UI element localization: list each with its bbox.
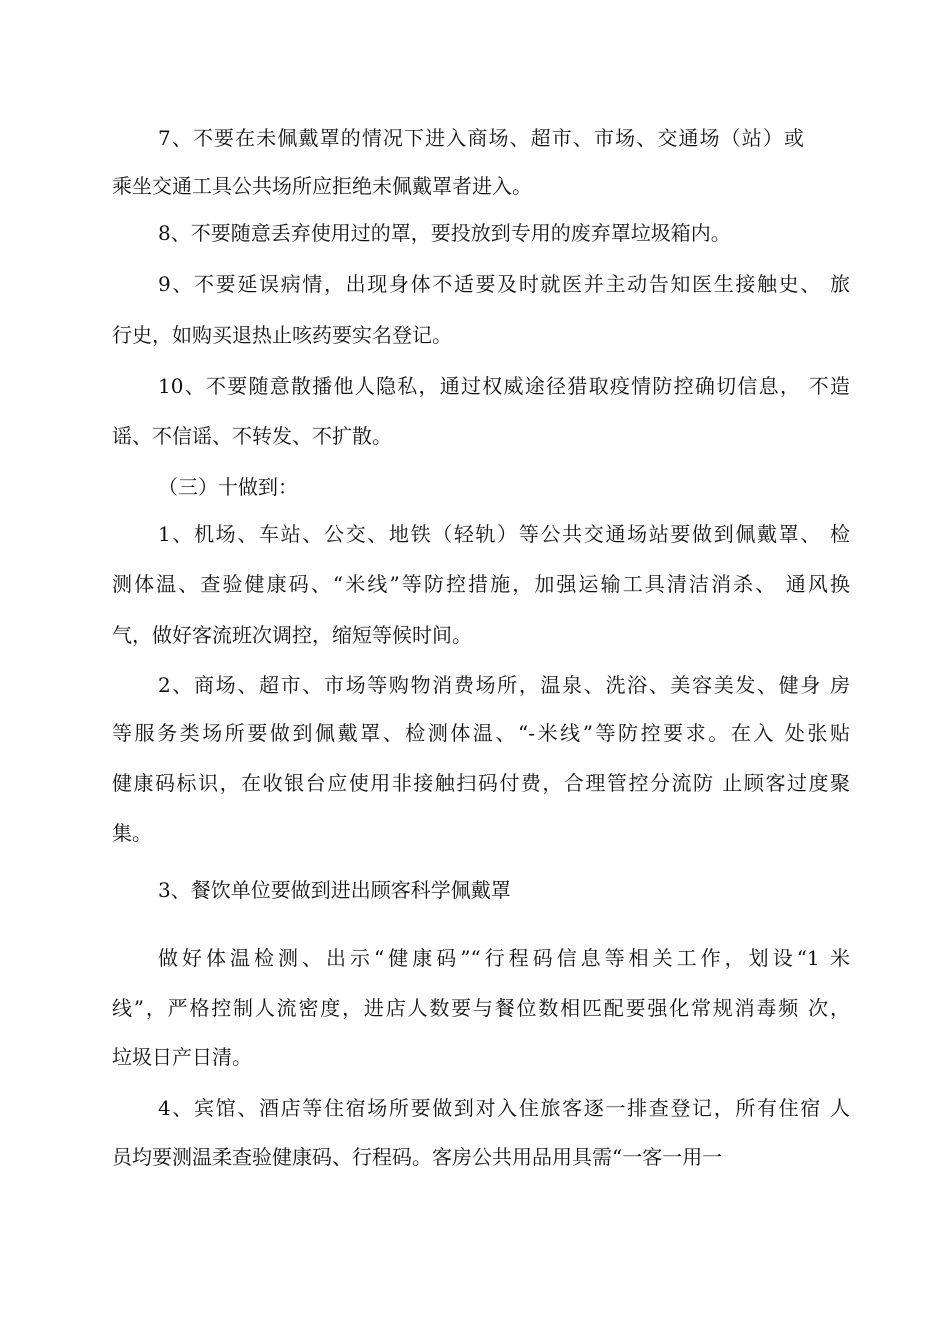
text-line: 做好体温检测、出示“健康码”“行程码信息等相关工作，划设“1 米 (158, 946, 850, 970)
text-line: 员均要测温柔查验健康码、行程码。客房公共用品用具需“一客一用一 (112, 1145, 723, 1169)
text-line: 线”，严格控制人流密度，进店人数要与餐位数相匹配要强化常规消毒频 次， (112, 996, 850, 1020)
text-line: 10、不要随意散播他人隐私，通过权威途径猎取疫情防控确切信息， 不造 (158, 374, 850, 398)
text-line: 3、餐饮单位要做到进出顾客科学佩戴罩 (158, 878, 511, 902)
text-line: 谣、不信谣、不转发、不扩散。 (112, 424, 392, 448)
text-line: 行史，如购买退热止咳药要实名登记。 (112, 323, 452, 347)
text-line: 8、不要随意丢弃使用过的罩，要投放到专用的废弃罩垃圾箱内。 (158, 221, 731, 245)
text-line: 1、机场、车站、公交、地铁（轻轨）等公共交通场站要做到佩戴罩、 检 (158, 522, 850, 546)
text-line: 2、商场、超市、市场等购物消费场所，温泉、洗浴、美容美发、健身 房 (158, 673, 850, 697)
text-line: 集。 (112, 821, 152, 845)
text-line: 健康码标识，在收银台应使用非接触扫码付费，合理管控分流防 止顾客过度聚 (112, 771, 850, 795)
text-line: 气，做好客流班次调控，缩短等候时间。 (112, 623, 472, 647)
text-line: 垃圾日产日清。 (112, 1045, 252, 1069)
text-line: 乘坐交通工具公共场所应拒绝未佩戴罩者进入。 (112, 174, 532, 198)
text-line: 4、宾馆、酒店等住宿场所要做到对入住旅客逐一排查登记，所有住宿 人 (158, 1096, 850, 1120)
text-line: 7、不要在未佩戴罩的情况下进入商场、超市、市场、交通场（站）或 (158, 126, 804, 150)
section-heading: （三）十做到： (158, 475, 298, 499)
text-line: 等服务类场所要做到佩戴罩、检测体温、“-米线”等防控要求。在入 处张贴 (112, 721, 850, 745)
text-line: 9、不要延误病情，出现身体不适要及时就医并主动告知医生接触史、 旅 (158, 272, 850, 296)
text-line: 测体温、查验健康码、“米线”等防控措施，加强运输工具清洁消杀、 通风换 (112, 572, 850, 596)
